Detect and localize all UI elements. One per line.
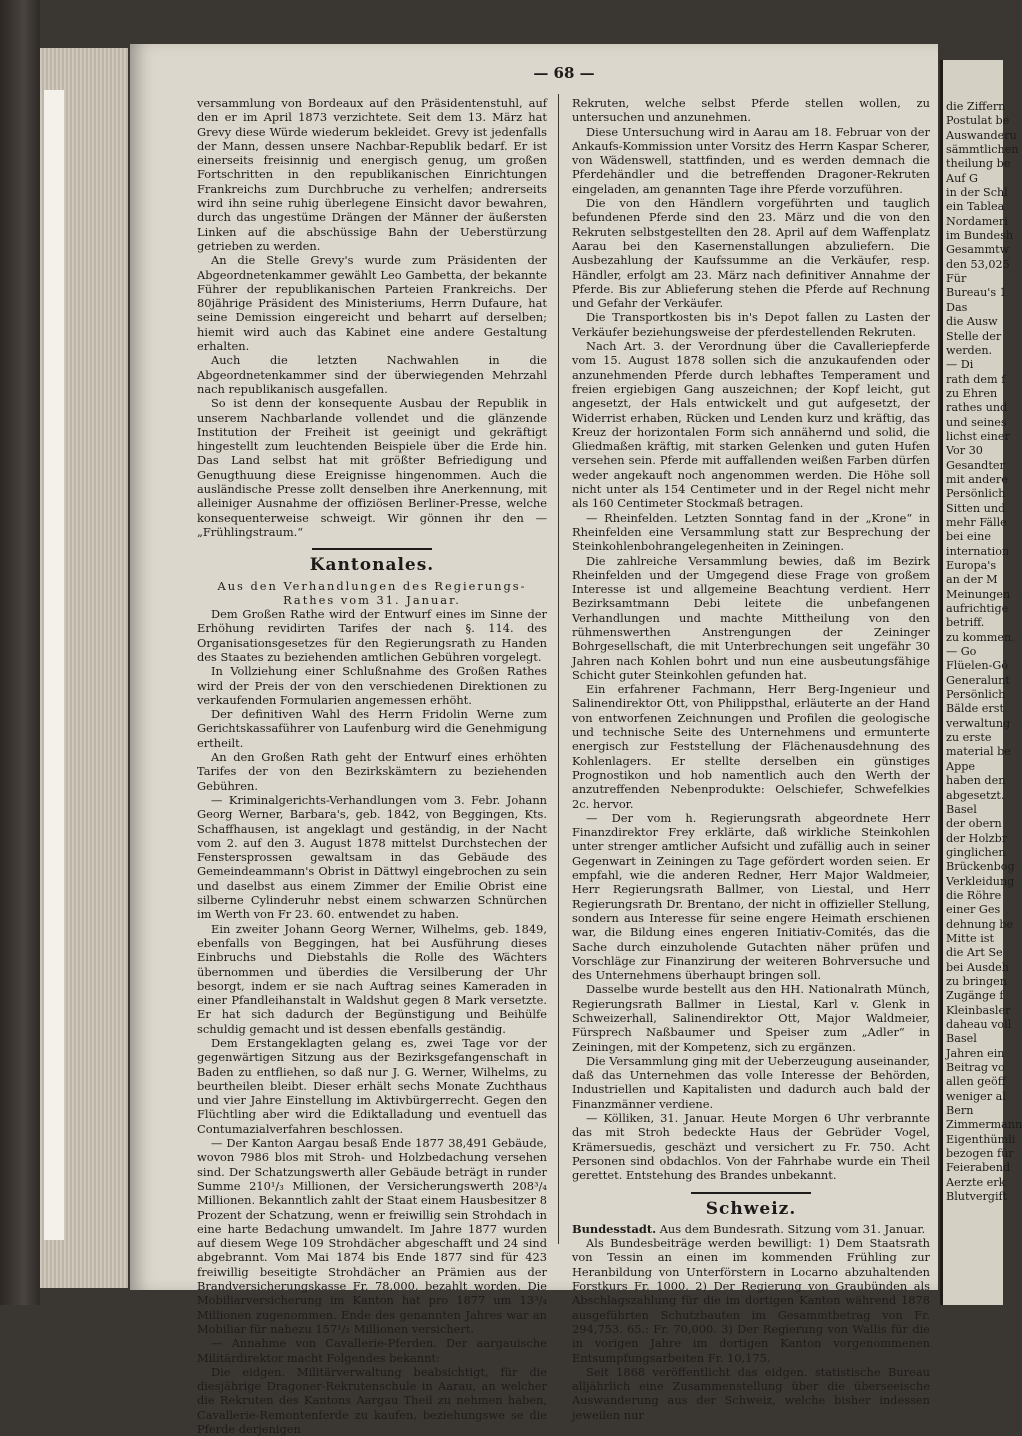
- paragraph: Ein erfahrener Fachmann, Herr Berg-Ingenieur und Salinendirektor Ott, von Philippsthal, erläuterte an der Hand von entworfenen Zeichnungen und Profilen die geologische und technische Seite des Unternehmens und ermunterte energisch zur Feststellung der Flächenausdehnung des Kohlenlagers. Er stellte derselben ein günstiges Prognostikon und hob namentlich auch den Werth der anzutreffenden Nebenprodukte: Oelschiefer, Schwefelkies 2c. hervor.: [572, 682, 930, 811]
- paragraph: — Der vom h. Regierungsrath abgeordnete Herr Finanzdirektor Frey erklärte, daß wirkliche Steinkohlen unter strenger amtlicher Aufsicht und zufällig auch in seiner Gegenwart in Zeiningen zu Tage gefördert worden seien. Er empfahl, wie die anderen Redner, Herr Major Waldmeier, Herr Regierungsrath Ballmer, von Liestal, und Herr Regierungsrath Dr. Brentano, der nicht in offizieller Stellung, sondern aus Interesse für seine engere Heimath erschienen war, die Bildung eines engeren Initiativ-Comités, das die Sache durch einzuholende Gutachten näher prüfen und Vorschläge zur Finanzirung der weiteren Bohrversuche und des Unternehmens überhaupt bringen soll.: [572, 810, 930, 983]
- facing-page-line: Generalunt: [946, 673, 1010, 687]
- facing-page-line: Das: [946, 300, 968, 314]
- facing-page-line: werden.: [946, 343, 993, 357]
- facing-page-line: Basel: [946, 1032, 977, 1046]
- paragraph-text: Aus dem Bundesrath. Sitzung vom 31. Januar.: [659, 1221, 926, 1236]
- facing-page-line: material be: [946, 745, 1011, 759]
- lead-word: Bundesstadt.: [572, 1221, 657, 1236]
- facing-page-line: den 53,025: [946, 257, 1010, 271]
- facing-page-line: die Art Se: [946, 946, 1003, 960]
- facing-page-line: — Di: [946, 358, 974, 372]
- right-column: [572, 96, 930, 1422]
- facing-page-line: Gesandter: [946, 458, 1005, 472]
- facing-page-line: Auf G: [946, 171, 978, 185]
- paragraph: An die Stelle Grevy's wurde zum Präsidenten der Abgeordnetenkammer gewählt Leo Gambetta, der bekannte Führer der republikanischen Parteien Frankreichs. Der 80jährige Präsident des Ministeriums, Herrn Dufaure, hat seine Demission eingereicht und beharrt auf derselben; hiemit wird auch das Kabinet eine andere Gestaltung erhalten.: [197, 253, 547, 354]
- facing-page-line: Postulat be: [946, 114, 1010, 128]
- paragraph: An den Großen Rath geht der Entwurf eines erhöhten Tarifes der von den Bezirkskämtern zu beziehenden Gebühren.: [197, 750, 547, 793]
- facing-page-line: Zugänge f: [946, 989, 1004, 1003]
- paragraph: [572, 1222, 930, 1236]
- paragraph: Dem Großen Rathe wird der Entwurf eines im Sinne der Erhöhung revidirten Tarifes der nach §. 114. des Organisationsgesetzes für den Regierungsrath zu Handen des Staates zu beziehenden amtlichen Gebühren vorgelegt.: [197, 607, 547, 664]
- facing-page-line: lichst einer: [946, 429, 1010, 443]
- facing-page-line: bei Ausdeh: [946, 960, 1009, 974]
- paragraph: — Kölliken, 31. Januar. Heute Morgen 6 Uhr verbrannte das mit Stroh bedeckte Haus der Gebrüder Vogel, Krämersuedis, geschäzt und versichert zu Fr. 750. Acht Personen sind obdachlos. Von der Fahrhabe wurde ein Theil gerettet. Entstehung des Brandes unbekannt.: [572, 1111, 930, 1183]
- bookmark-strip: [44, 90, 64, 1240]
- facing-page-line: Gesammtw: [946, 243, 1010, 257]
- facing-page-line: Europa's: [946, 559, 997, 572]
- left-column: [197, 96, 547, 1436]
- facing-page-line: mehr Fälle: [946, 515, 1007, 529]
- section-heading-schweiz: Schweiz.: [705, 1198, 797, 1219]
- paragraph: Diese Untersuchung wird in Aarau am 18. Februar von der Ankaufs-Kommission unter Vorsitz des Herrn Kaspar Scherer, von Wädenswell, stattfinden, und es werden demnach die Pferdehändler und die betreffenden Dragoner-Rekruten eingeladen, am genannten Tage ihre Pferde vorzuführen.: [572, 124, 930, 196]
- facing-page-line: Basel: [946, 802, 977, 816]
- facing-page-line: Eigenthümli: [946, 1132, 1016, 1146]
- paragraph: In Vollziehung einer Schlußnahme des Großen Rathes wird der Preis der von den verschiedenen Direktionen zu verkaufenden Formularien angemessen erhöht.: [197, 664, 547, 707]
- facing-page-line: im Bundesh: [946, 229, 1014, 243]
- facing-page-line: mit andere: [946, 472, 1008, 486]
- facing-page-line: zu erste: [946, 731, 992, 745]
- facing-page-line: rathes und: [946, 401, 1008, 415]
- facing-page-line: daheau voll: [946, 1018, 1012, 1031]
- column-divider: [558, 94, 559, 1244]
- paragraph: Die von den Händlern vorgeführten und tauglich befundenen Pferde sind den 23. März und die von den Rekruten selbstgestellten den 28. April auf dem Waffenplatz Aarau bei den Kasernenstallungen abzuliefern. Die Ausbezahlung der Kaufssumme an die Verkäufer, resp. Händler, erfolgt am 23. März nach definitiver Annahme der Pferde. Bis zur Ablieferung stehen die Pferde auf Rechnung und Gefahr der Verkäufer.: [572, 196, 930, 311]
- facing-page-line: zu bringen: [946, 974, 1007, 988]
- facing-page-line: Aerzte erk: [946, 1175, 1006, 1189]
- facing-page-line: Auswanderu: [946, 128, 1017, 142]
- facing-page-line: betriff.: [946, 616, 985, 630]
- facing-page-line: Bureau's 1: [946, 286, 1007, 300]
- facing-page-line: Meinungen: [946, 587, 1011, 601]
- facing-page-line: — Go: [946, 645, 977, 659]
- facing-page-line: sämmtlichen: [946, 143, 1019, 157]
- paragraph: Ein zweiter Johann Georg Werner, Wilhelms, geb. 1849, ebenfalls von Beggingen, hat bei Ausführung dieses Einbruchs und Diebstahls die Rolle des Wächters übernommen und überdies die Versilberung der Uhr besorgt, indem er sie nach Auftrag seines Kameraden in einer Pfandleihanstalt in Waldshut gegen 8 Mark versetzte. Er hat sich dadurch der Begünstigung und Beihülfe schuldig gemacht und ist dessen ebenfalls geständig.: [197, 921, 547, 1036]
- facing-page-line: Brückenbog: [946, 860, 1015, 874]
- facing-page-line: die Ausw: [946, 315, 998, 329]
- facing-page-line: zu kommen.: [946, 630, 1015, 644]
- paragraph: Dem Erstangeklagten gelang es, zwei Tage vor der gegenwärtigen Sitzung aus der Bezirksgefangenschaft in Baden zu entfliehen, so daß nur J. G. Werner, Wilhelms, zu beurtheilen bleibt. Dieser erhält sechs Monate Zuchthaus und vier Jahre Einstellung im Aktivbürgerrecht. Gegen den Flüchtling aber wird die Ediktalladung und eventuell das Contumazialverfahren beschlossen.: [197, 1036, 547, 1136]
- paragraph: Dasselbe wurde bestellt aus den HH. Nationalrath Münch, Regierungsrath Ballmer in Liestal, Karl v. Glenk in Schweizerhall, Salinendirektor Ott, Major Waldmeier, Fürsprech Naßbaumer und Speiser zum „Adler“ in Zeiningen, mit der Kompetenz, sich zu ergänzen.: [572, 982, 930, 1054]
- facing-page-line: Nordameri: [946, 214, 1008, 228]
- facing-page-line: einer Ges: [946, 903, 1001, 917]
- facing-page-line: ginglichen: [946, 845, 1006, 859]
- facing-page-line: an der M: [946, 573, 998, 587]
- facing-page-line: Kleinbasler: [946, 1003, 1011, 1017]
- facing-page-line: haben den: [946, 774, 1006, 788]
- facing-page-line: dehnung be: [946, 917, 1014, 931]
- book-spine-shadow: [0, 0, 40, 1305]
- facing-page-fragment: [940, 60, 1022, 1305]
- facing-page-line: Für: [946, 272, 967, 286]
- paragraph: Rekruten, welche selbst Pferde stellen wollen, zu untersuchen und anzunehmen.: [572, 96, 930, 125]
- facing-page-line: ein Tablea: [946, 200, 1005, 214]
- facing-page-line: die Röhre: [946, 888, 1002, 902]
- facing-page-line: die Ziffern: [946, 100, 1006, 113]
- facing-page-line: zu Ehren: [946, 386, 998, 400]
- facing-page-line: abgesetzt.: [946, 788, 1005, 802]
- paragraph: Nach Art. 3. der Verordnung über die Cavalleriepferde vom 15. August 1878 sollen sich die anzukaufenden oder anzunehmenden Pferde durch lebhaftes Temperament und freien ergiebigen Gang auszeichnen; der Kopf leicht, gut angesetzt, der Hals entwickelt und gut aufgesetzt, der Widerrist erhaben, Rücken und Lenden kurz und kräftig, das Kreuz der horizontalen Form sich annähernd und solid, die Gliedmaßen kräftig, mit starken Gelenken und guten Hufen versehen sein. Pferde mit auffallenden weißen Farben dürfen weder angekauft noch angenommen werden. Die Höhe soll nicht unter als 154 Centimeter und in der Regel nicht mehr als 160 Centimeter Stockmaß betragen.: [572, 339, 930, 511]
- section-rule: [691, 1192, 811, 1194]
- facing-page-line: Sitten und: [946, 501, 1006, 515]
- facing-page-line: Beitrag vo: [946, 1061, 1005, 1075]
- paragraph: So ist denn der konsequente Ausbau der Republik in unserem Nachbarlande vollendet und die glänzende Institution der Freiheit ist geeinigt und gekräftigt hingestellt zum leuchtenden Beispiele über die Erde hin. Das Land selbst hat mit größter Befriedigung und Genugthuung diese Ereignisse hingenommen. Auch die ausländische Presse zollt denselben ihre Anerkennung, mit alleiniger Ausnahme der offiziösen Berliner-Presse, welche konsequenterweise schweigt. Wir gönnen ihr den — „Frühlingstraum.“: [197, 396, 547, 539]
- facing-page-line: Stelle der: [946, 329, 1002, 343]
- facing-page-line: Vor 30: [946, 444, 983, 458]
- facing-page-line: weniger al: [946, 1089, 1006, 1103]
- facing-page-line: Flüelen-Gö: [946, 659, 1009, 673]
- facing-page-line: in der Schl: [946, 186, 1008, 200]
- facing-page-line: aufrichtige: [946, 602, 1009, 616]
- facing-page-line: und seines: [946, 415, 1007, 429]
- paragraph: Die zahlreiche Versammlung bewies, daß im Bezirk Rheinfelden und der Umgegend diese Frage von großem Interesse ist und allgemeine Beachtung verdient. Herr Bezirksamtmann Debi leitete die unbefangenen Verhandlungen und machte Mittheilung von den rühmenswerthen Anstrengungen der Zeininger Bohrgesellschaft, die mit Unterbrechungen seit ungefähr 30 Jahren nach Kohlen bohrt und nun eine ausbeutungsfähige Schicht guter Steinkohlen gefunden hat.: [572, 553, 930, 682]
- facing-page-line: bei eine: [946, 530, 991, 544]
- paragraph: — Der Kanton Aargau besaß Ende 1877 38,491 Gebäude, wovon 7986 blos mit Stroh- und Holzbedachung versehen sind. Der Schatzungswerth aller Gebäude beträgt in runder Summe 210¹/₃ Millionen, der Versicherungswerth 208³/₄ Millionen. Bekanntlich zahlt der Staat einem Hausbesitzer 8 Prozent der Schatzung, wenn er freiwillig sein Strohdach in eine harte Bedachung umwandelt. Im Jahre 1877 wurden auf diesem Wege 109 Strohdächer abgeschafft und 24 sind abgebrannt. Vom Mai 1874 bis Ende 1877 sind für 423 freiwillig beseitigte Strohdächer an Prämien aus der Brandversicherungskasse Fr. 78,000. bezahlt worden. Die Mobiliarversicherung im Kanton hat pro 1877 um 13³/₄ Millionen zugenommen. Ende des genannten Jahres war an Mobiliar für nahezu 157¹/₂ Millionen versichert.: [197, 1136, 547, 1336]
- facing-page-line: der obern: [946, 817, 1002, 831]
- facing-page-line: Verkleidung: [946, 874, 1015, 888]
- paragraph: versammlung von Bordeaux auf den Präsidentenstuhl, auf den er im April 1873 verzichtete. Seit dem 13. März hat Grevy diese Würde wiederum bekleidet. Grevy ist jedenfalls der Mann, dessen unsere Nachbar-Republik bedarf. Er ist einerseits freisinnig und energisch genug, um großen Fortschritten in den republikanischen Einrichtungen Frankreichs zum Durchbruche zu verhelfen; andrerseits wird ihn seine ruhig überlegene Einsicht davor bewahren, durch das ungestüme Drängen der Männer der äußersten Linken auf die abschüssige Bahn der Ueberstürzung getrieben zu werden.: [197, 96, 547, 253]
- facing-page-line: Blutvergift: [946, 1190, 1008, 1204]
- facing-page-line: rath dem f: [946, 372, 1006, 386]
- paragraph: Die Transportkosten bis in's Depot fallen zu Lasten der Verkäufer beziehungsweise der pferdestellenden Rekruten.: [572, 310, 930, 339]
- paragraph: Die eidgen. Militärverwaltung beabsichtigt, für die diesjährige Dragoner-Rekrutenschule in Aarau, an welcher die Rekruten des Kantons Aargau Theil zu nehmen haben, Cavallerie-Remontenferde zu kaufen, beziehungswe se die Pferde derjenigen: [197, 1364, 547, 1436]
- facing-page-line: Persönlich: [946, 487, 1006, 501]
- paragraph: Auch die letzten Nachwahlen in die Abgeordnetenkammer sind der überwiegenden Mehrzahl nach republikanisch ausgefallen.: [197, 353, 547, 396]
- facing-page-line: Mitte ist: [946, 931, 995, 945]
- facing-page-line: Bern: [946, 1104, 974, 1118]
- section-rule: [312, 548, 432, 550]
- paragraph: — Rheinfelden. Letzten Sonntag fand in der „Krone“ in Rheinfelden eine Versammlung statt zur Besprechung der Steinkohlenbohrangelegenheiten in Zeiningen.: [572, 510, 930, 554]
- facing-page-line: Feierabend: [946, 1161, 1011, 1175]
- paragraph: — Annahme von Cavallerie-Pferden. Der aargauische Militärdirektor macht Folgendes bekannt:: [197, 1336, 547, 1365]
- facing-page-text: [943, 60, 1022, 1204]
- page-number: — 68 —: [533, 64, 595, 82]
- paragraph: Der definitiven Wahl des Herrn Fridolin Werne zum Gerichtskassaführer von Laufenburg wird die Genehmigung ertheilt.: [197, 707, 547, 750]
- paragraph: Die Versammlung ging mit der Ueberzeugung auseinander, daß das Unternehmen das volle Interesse der Behörden, Industriellen und Kapitalisten und dadurch auch bald der Finanzmänner verdiene.: [572, 1053, 930, 1111]
- paragraph: Als Bundesbeiträge werden bewilligt: 1) Dem Staatsrath von Tessin an einen im kommenden Frühling zur Heranbildung von Unterförstern in Locarno abzuhaltenden Forstkurs Fr. 1000. 2) Der Regierung von Graubünden als Abschlagszahlung für die im dortigen Kanton während 1878 ausgeführten Schutzbauten im Gesammtbetrag von Fr. 294,753. 65.: Fr. 70,000. 3) Der Regierung von Wallis für die in vorigen Jahre im dortigen Kanton vorgenommenen Entsumpfungsarbeiten Fr. 10,175.: [572, 1236, 930, 1365]
- facing-page-line: bezogen für: [946, 1147, 1014, 1161]
- facing-page-line: Appe: [946, 759, 976, 773]
- facing-page-line: Jahren ein: [946, 1046, 1005, 1060]
- facing-page-line: der Holzbr: [946, 831, 1008, 845]
- facing-page-line: theilung be: [946, 157, 1011, 171]
- paragraph: Seit 1868 veröffentlicht das eidgen. statistische Bureau alljährlich eine Zusammenstellung über die überseeische Auswanderung aus der Schweiz, welche bisher indessen jeweilen nur: [572, 1364, 930, 1422]
- facing-page-line: internation: [946, 544, 1010, 558]
- section-heading-kantonales: Kantonales.: [309, 555, 435, 576]
- paragraph: — Kriminalgerichts-Verhandlungen vom 3. Febr. Johann Georg Werner, Barbara's, geb. 1842, von Beggingen, Kts. Schaffhausen, ist angeklagt und geständig, in der Nacht vom 2. auf den 3. August 1878 mittelst Durchstechen der Fenstersprossen gewaltsam in das Gebäude des Gemeindeammann's Obrist in Dättwyl eingebrochen zu sein und daselbst aus einem Zimmer der Emilie Obrist eine silberne Cylinderuhr nebst einem schwarzen Schnürchen im Werth von Fr 23. 60. entwendet zu haben.: [197, 792, 547, 922]
- facing-page-line: verwaltung: [946, 716, 1011, 730]
- facing-page-line: Bälde erst: [946, 702, 1005, 716]
- sub-heading: Aus den Verhandlungen des Regierungs-Rathes vom 31. Januar.: [217, 578, 527, 607]
- facing-page-line: Zimmermann: [946, 1118, 1022, 1132]
- facing-page-line: Persönlich: [946, 688, 1006, 702]
- facing-page-line: allen geöff: [946, 1075, 1006, 1089]
